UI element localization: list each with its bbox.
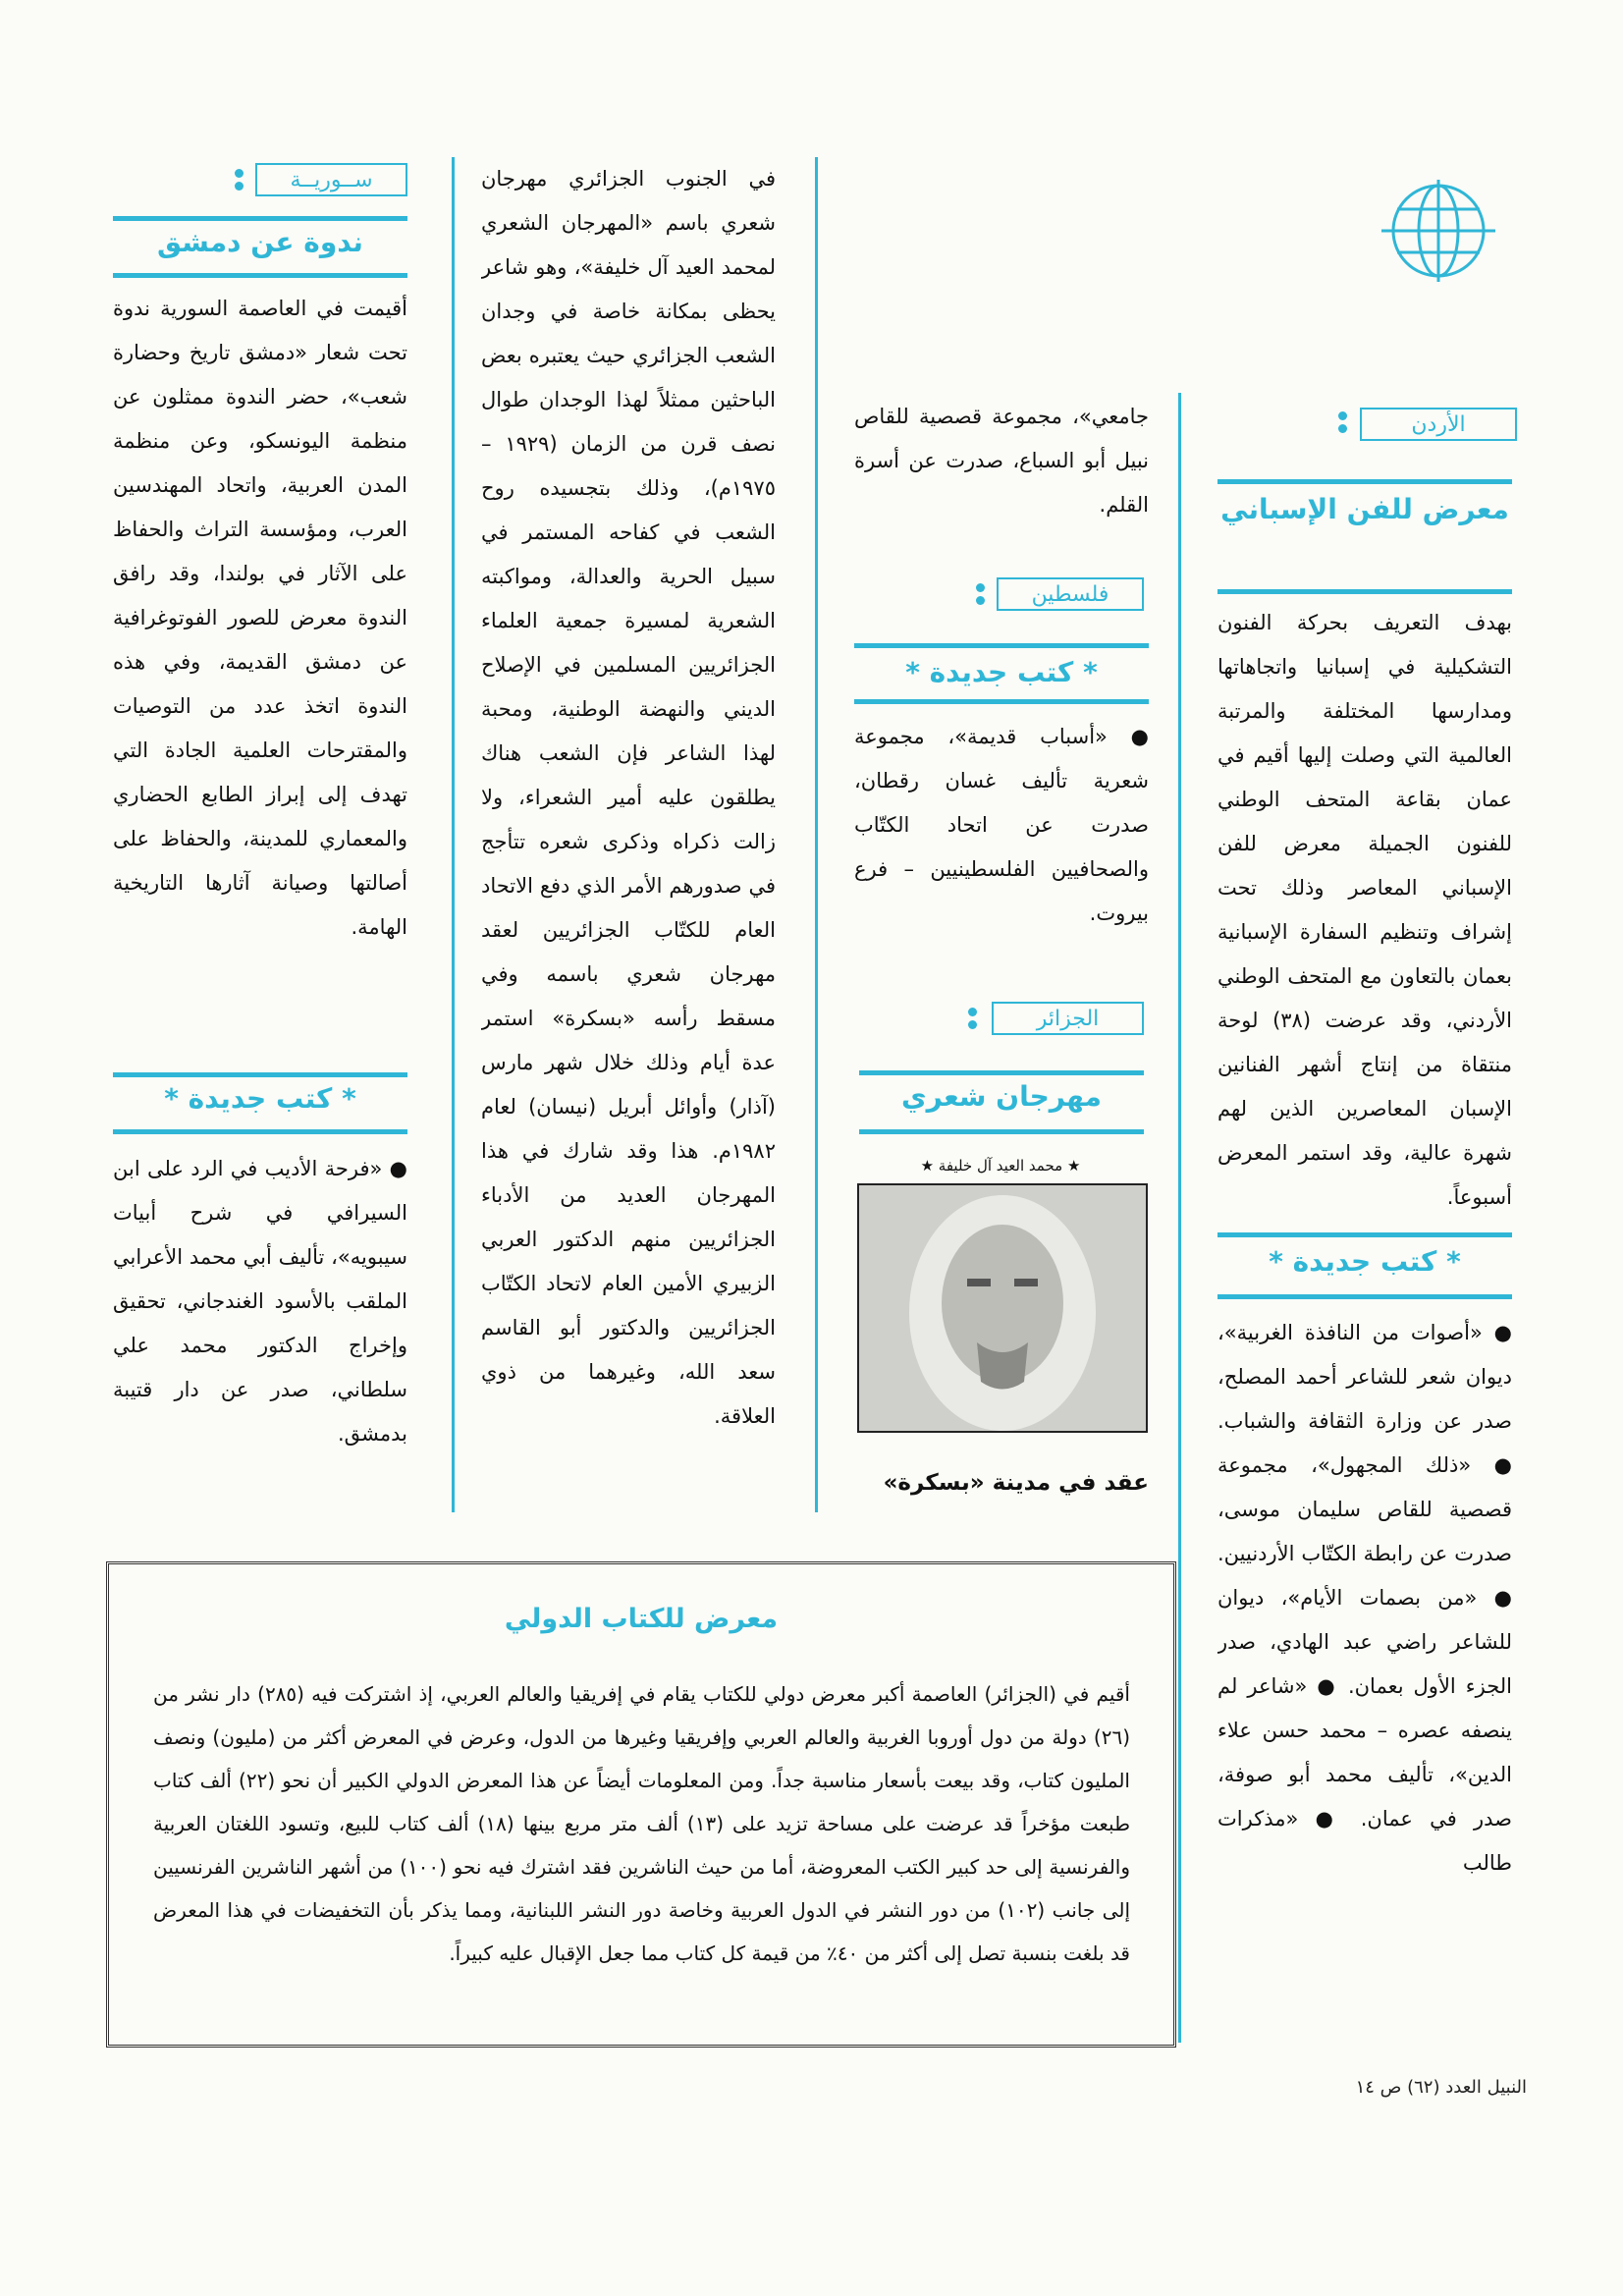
section-rule — [113, 273, 407, 278]
section-heading: * كتب جديدة * — [1269, 1245, 1461, 1278]
section-heading: * كتب جديدة * — [164, 1082, 356, 1115]
section-rule — [859, 1070, 1144, 1075]
section-rule — [1217, 1294, 1512, 1299]
section-rule — [1217, 589, 1512, 594]
section-rule — [1217, 1232, 1512, 1237]
book-fair-box — [106, 1561, 1176, 2048]
section-dots-icon — [1337, 408, 1347, 437]
section-tag-algeria: الجزائر — [992, 1002, 1144, 1035]
article-text: أقيمت في العاصمة السورية ندوة تحت شعار «دمشق تاريخ وحضارة شعب»، حضر الندوة ممثلون عن منظمة اليونسكو، وعن منظمة المدن العربية، واتحاد المهندسين العرب، ومؤسسة التراث والحفاظ على الآثار في بولندا، وقد رافق الندوة معرض للصور الفوتوغرافية عن دمشق القديمة، وفي هذه الندوة اتخذ عدد من التوصيات والمقترحات العلمية الجادة التي تهدف إلى إبراز الطابع الحضاري والمعماري للمدينة، والحفاظ على أصالتها وصيانة آثارها التاريخية الهامة. — [113, 297, 407, 939]
section-rule — [854, 643, 1149, 648]
section-rule — [854, 699, 1149, 704]
section-heading: مهرجان شعري — [901, 1080, 1102, 1113]
article-caption: عقد في مدينة «بسكرة» — [883, 1470, 1149, 1496]
section-dots-icon — [975, 579, 985, 609]
section-dots-icon — [967, 1004, 977, 1033]
section-rule — [113, 216, 407, 221]
page-footer: النبيل العدد (٦٢) ص ١٤ — [1355, 2077, 1527, 2098]
photo-caption: ★ محمد العيد آل خليفة ★ — [920, 1157, 1081, 1175]
section-rule — [859, 1129, 1144, 1134]
section-tag-jordan: الأردن — [1360, 408, 1517, 441]
section-rule — [113, 1129, 407, 1134]
section-heading: ندوة عن دمشق — [157, 226, 363, 258]
article-text: بهدف التعريف بحركة الفنون التشكيلية في إسبانيا واتجاهاتها ومدارسها المختلفة والمرتبة العالمية التي وصلت إليها أقيم في عمان بقاعة المتحف الوطني للفنون الجميلة معرض للفن الإسباني المعاصر وذلك تحت إشراف وتنظيم السفارة الإسبانية بعمان بالتعاون مع المتحف الوطني الأردني، وقد عرضت (٣٨) لوحة منتقاة من إنتاج أشهر الفنانين الإسبان المعاصرين الذين لهم شهرة عالية، وقد استمر المعرض أسبوعاً. — [1217, 611, 1512, 1209]
section-dots-icon — [234, 165, 243, 194]
section-tag-palestine: فلسطين — [997, 577, 1144, 611]
globe-icon — [1380, 172, 1497, 290]
books-list: ● «أسباب قديمة»، مجموعة شعرية تأليف غسان رقطان، صدرت عن اتحاد الكتّاب والصحافيين الفلسطينيين – فرع بيروت. — [854, 725, 1149, 925]
column-separator — [452, 157, 455, 1512]
column-separator — [1178, 393, 1181, 2043]
section-heading: معرض للفن الإسباني — [1220, 493, 1509, 525]
box-text: أقيم في (الجزائر) العاصمة أكبر معرض دولي للكتاب يقام في إفريقيا والعالم العربي، إذ اشتركت فيه (٢٨٥) دار نشر من (٢٦) دولة من دول أوروبا الغربية والعالم العربي وإفريقيا وغيرها من الدول، وعرض في المعرض أكثر من (مليون) ونصف المليون كتاب، وقد بيعت بأسعار مناسبة جداً. ومن المعلومات أيضاً عن هذا المعرض الدولي الكبير أن نحو (٢٢) ألف كتاب طبعت مؤخراً قد عرضت على مساحة تزيد على (١٣) ألف متر مربع بينها (١٨) ألف كتاب للبيع، وتسود اللغتان العربية والفرنسية إلى حد كبير الكتب المعروضة، أما من حيث الناشرين فقد اشترك فيه نحو (١٠٠) من أشهر الناشرين الفرنسيين إلى جانب (١٠٢) من دور النشر في الدول العربية وخاصة دور النشر اللبنانية، ومما يذكر بأن التخفيضات في هذا المعرض قد بلغت بنسبة تصل إلى أكثر من ٤٠٪ من قيمة كل كتاب مما جعل الإقبال عليه كبيراً. — [153, 1682, 1130, 1965]
article-text: في الجنوب الجزائري مهرجان شعري باسم «المهرجان الشعري لمحمد العيد آل خليفة»، وهو شاعر يحظى بمكانة خاصة في وجدان الشعب الجزائري حيث يعتبره بعض الباحثين ممثلاً لهذا الوجدان طوال نصف قرن من الزمان (١٩٢٩ – ١٩٧٥م)، وذلك بتجسيده روح الشعب في كفاحه المستمر في سبيل الحرية والعدالة، ومواكبته الشعرية لمسيرة جمعية العلماء الجزائريين المسلمين في الإصلاح الديني والنهضة الوطنية، ومحبة لهذا الشاعر فإن الشعب هناك يطلقون عليه أمير الشعراء، ولا زالت ذكراه وذكرى شعره تتأجج في صدورهم الأمر الذي دفع الاتحاد العام للكتّاب الجزائريين لعقد مهرجان شعري باسمه وفي مسقط رأسه «بسكرة» استمر عدة أيام وذلك خلال شهر مارس (آذار) وأوائل أبريل (نيسان) لعام ١٩٨٢م. هذا وقد شارك في هذا المهرجان العديد من الأدباء الجزائريين منهم الدكتور العربي الزبيري الأمين العام لاتحاد الكتّاب الجزائريين والدكتور أبو القاسم سعد الله، وغيرهما من ذوي العلاقة. — [481, 167, 776, 1428]
box-heading: معرض للكتاب الدولي — [504, 1604, 779, 1634]
section-tag-syria: ســوريــة — [255, 163, 407, 196]
portrait-photo — [857, 1183, 1148, 1433]
column-separator — [815, 157, 818, 1512]
section-rule — [113, 1072, 407, 1077]
article-text-continued: جامعي»، مجموعة قصصية للقاص نبيل أبو السباع، صدرت عن أسرة القلم. — [854, 405, 1149, 517]
section-heading: * كتب جديدة * — [905, 656, 1098, 688]
section-rule — [1217, 479, 1512, 484]
books-list: ● «فرحة الأديب في الرد على ابن السيرافي في شرح أبيات سيبويه»، تأليف أبي محمد الأعرابي الملقب بالأسود الغندجاني، تحقيق وإخراج الدكتور محمد علي سلطاني، صدر عن دار قتيبة بدمشق. — [113, 1157, 407, 1446]
books-list: ● «أصوات من النافذة الغربية»، ديوان شعر للشاعر أحمد المصلح، صدر عن وزارة الثقافة والشباب. ● «ذلك المجهول»، مجموعة قصصية للقاص سليمان موسى، صدرت عن رابطة الكتّاب الأردنيين. ● «من بصمات الأيام»، ديوان للشاعر راضي عبد الهادي، صدر الجزء الأول بعمان. ● «شاعر لم ينصفه عصره – محمد حسن علاء الدين»، تأليف محمد أبو صوفة، صدر في عمان. ● «مذكرات طالب — [1217, 1321, 1512, 1875]
